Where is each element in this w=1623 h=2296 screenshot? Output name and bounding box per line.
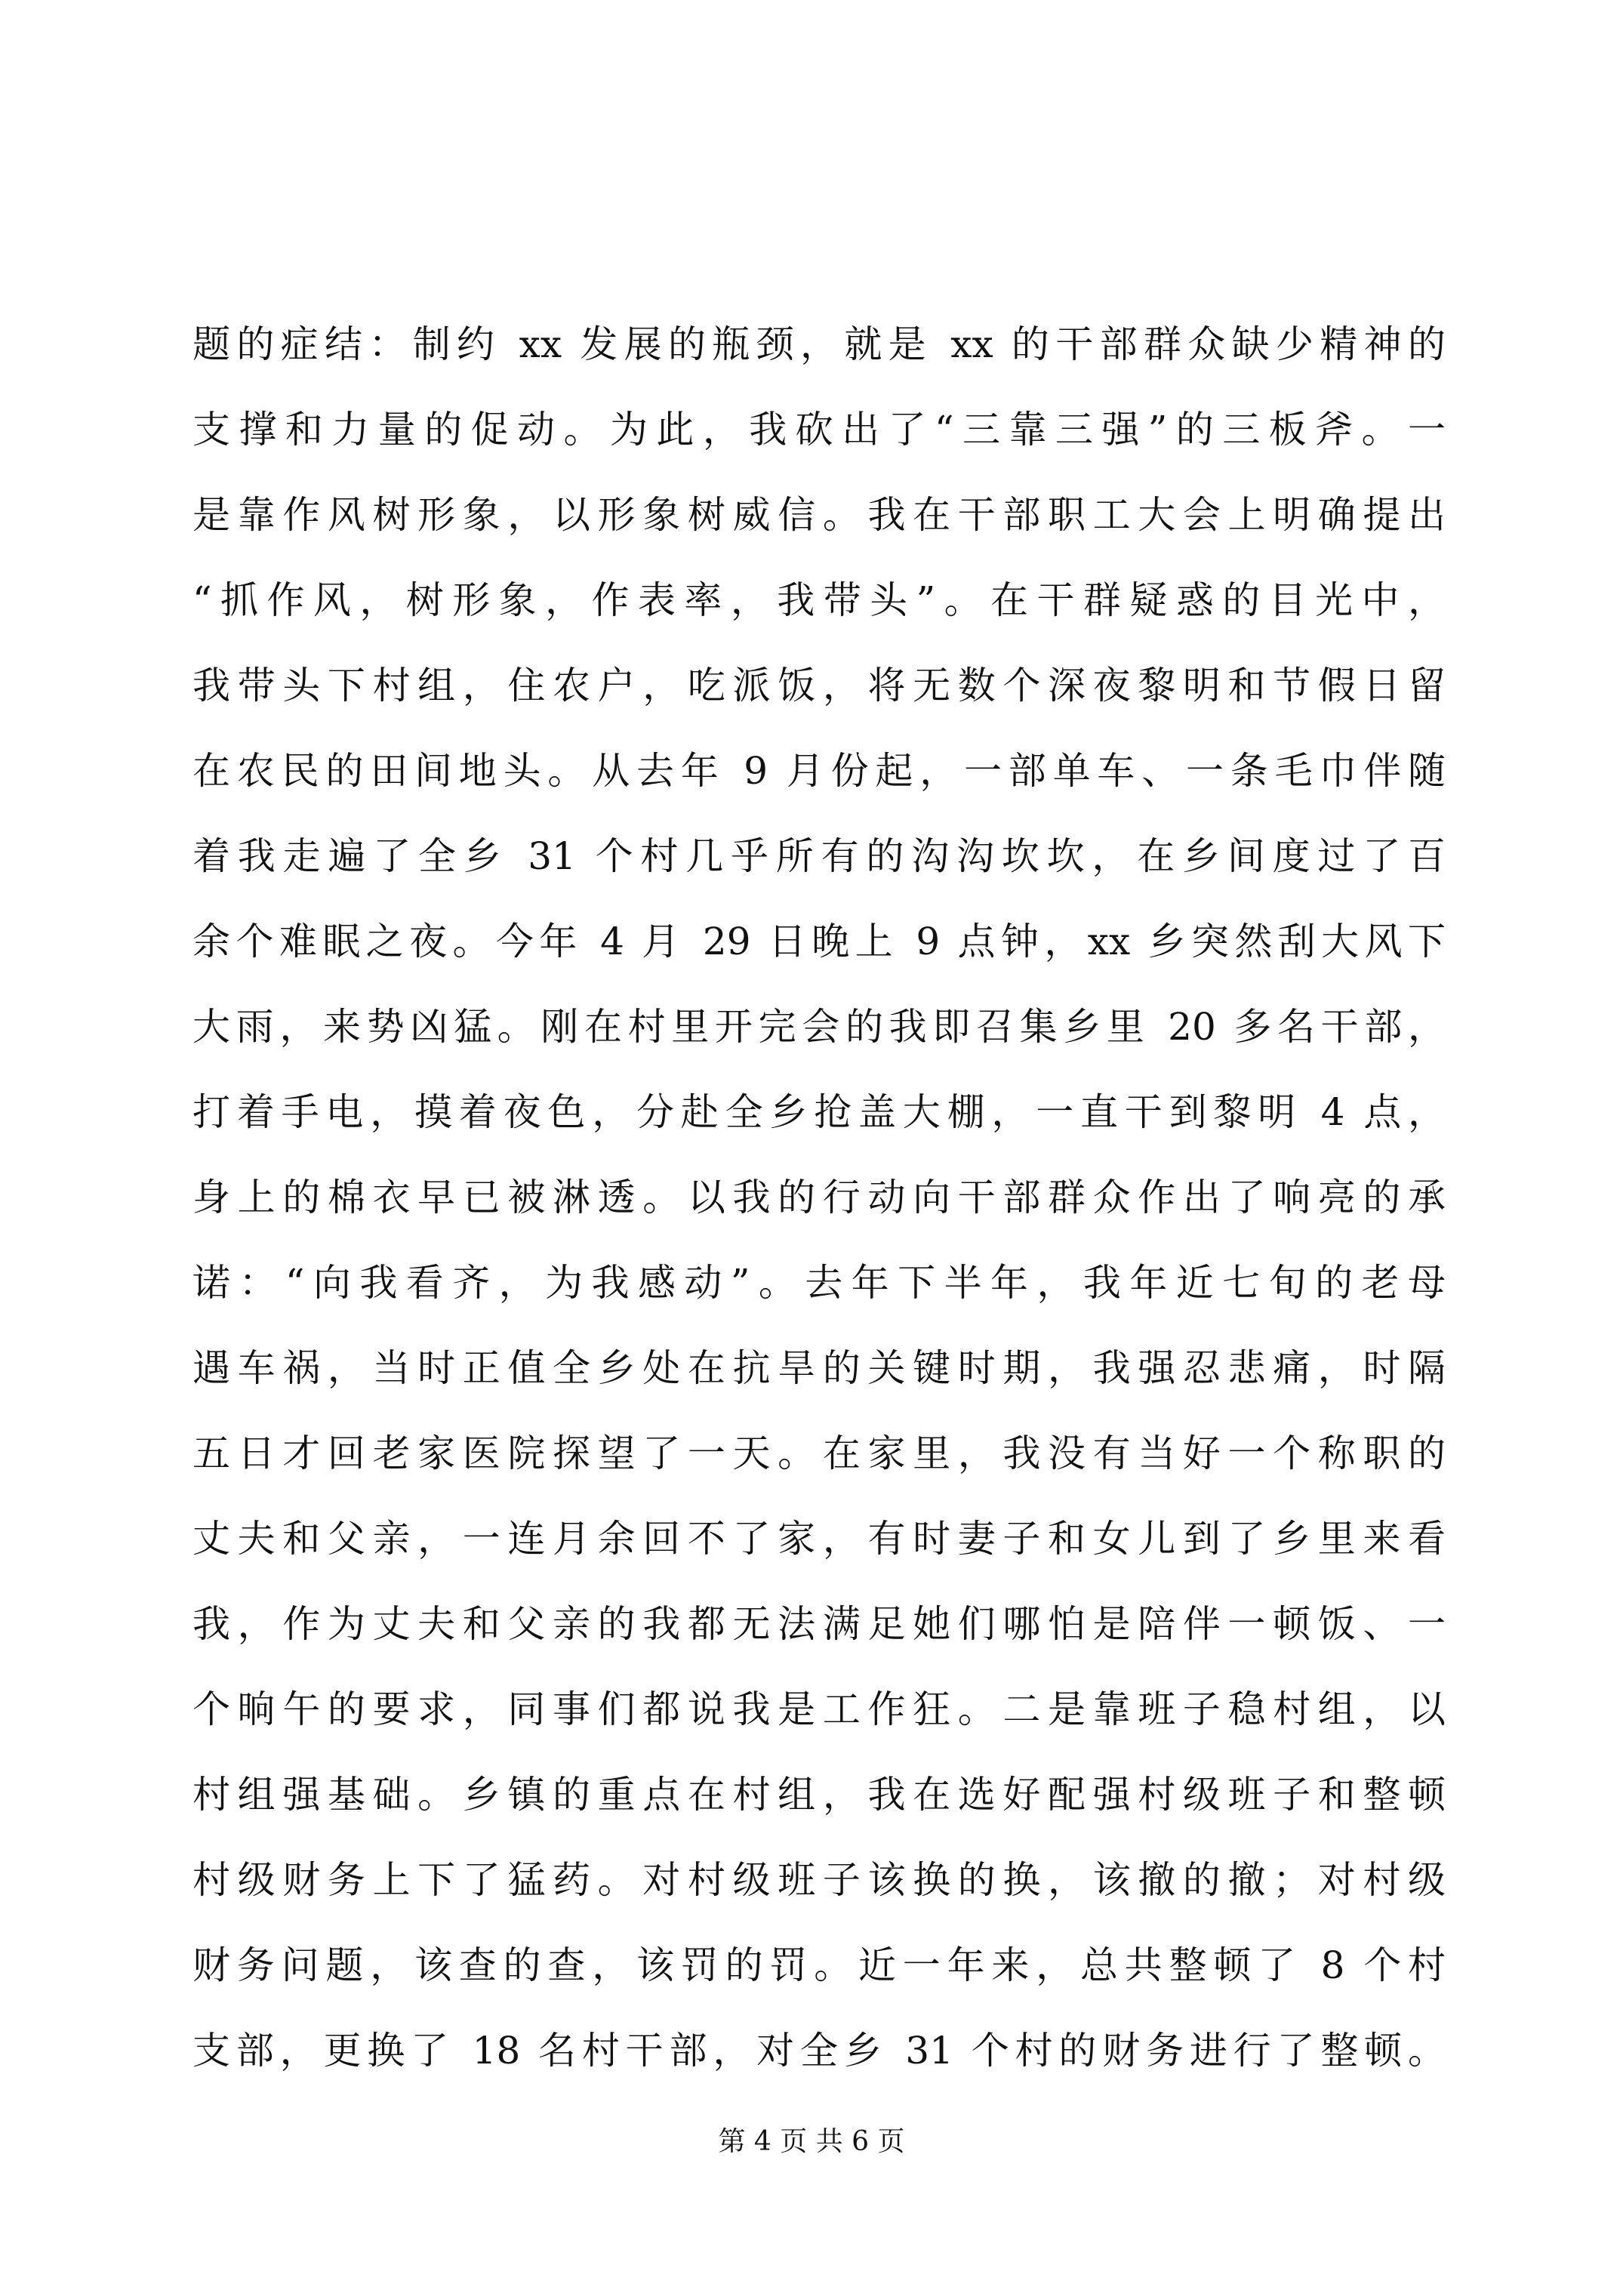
text-line: “抓作风，树形象，作表率，我带头”。在干群疑惑的目光中， [192, 578, 1446, 622]
text-line: 是靠作风树形象，以形象树威信。我在干部职工大会上明确提出 [192, 493, 1446, 537]
text-line: 大雨，来势凶猛。刚在村里开完会的我即召集乡里 20 多名干部， [192, 1005, 1446, 1049]
text-line: 财务问题，该查的查，该罚的罚。近一年来，总共整顿了 8 个村 [192, 1943, 1446, 1987]
text-line: 村组强基础。乡镇的重点在村组，我在选好配强村级班子和整顿 [192, 1773, 1446, 1817]
text-line: 丈夫和父亲，一连月余回不了家，有时妻子和女儿到了乡里来看 [192, 1517, 1446, 1561]
body-text [192, 302, 1446, 2094]
text-line: 村级财务上下了猛药。对村级班子该换的换，该撤的撤；对村级 [192, 1858, 1446, 1902]
text-line: 我带头下村组，住农户，吃派饭，将无数个深夜黎明和节假日留 [192, 664, 1446, 707]
text-line: 五日才回老家医院探望了一天。在家里，我没有当好一个称职的 [192, 1432, 1446, 1475]
text-line: 题的症结：制约 xx 发展的瓶颈，就是 xx 的干部群众缺少精神的 [192, 322, 1446, 366]
text-line: 遇车祸，当时正值全乡处在抗旱的关键时期，我强忍悲痛，时隔 [192, 1346, 1446, 1390]
text-line: 支部，更换了 18 名村干部，对全乡 31 个村的财务进行了整顿。 [192, 2029, 1446, 2073]
page-number-footer: 第 4 页 共 6 页 [718, 2126, 905, 2157]
text-line: 余个难眠之夜。今年 4 月 29 日晚上 9 点钟，xx 乡突然刮大风下 [192, 920, 1446, 963]
text-line: 我，作为丈夫和父亲的我都无法满足她们哪怕是陪伴一顿饭、一 [192, 1602, 1446, 1646]
text-line: 个晌午的要求，同事们都说我是工作狂。二是靠班子稳村组，以 [192, 1687, 1446, 1731]
text-line: 支撑和力量的促动。为此，我砍出了“三靠三强”的三板斧。一 [192, 408, 1446, 451]
text-line: 在农民的田间地头。从去年 9 月份起，一部单车、一条毛巾伴随 [192, 749, 1446, 793]
text-line: 诺：“向我看齐，为我感动”。去年下半年，我年近七旬的老母 [192, 1261, 1446, 1305]
text-line: 着我走遍了全乡 31 个村几乎所有的沟沟坎坎，在乡间度过了百 [192, 834, 1446, 878]
text-line: 身上的棉衣早已被淋透。以我的行动向干部群众作出了响亮的承 [192, 1176, 1446, 1219]
text-line: 打着手电，摸着夜色，分赴全乡抢盖大棚，一直干到黎明 4 点， [192, 1090, 1446, 1134]
